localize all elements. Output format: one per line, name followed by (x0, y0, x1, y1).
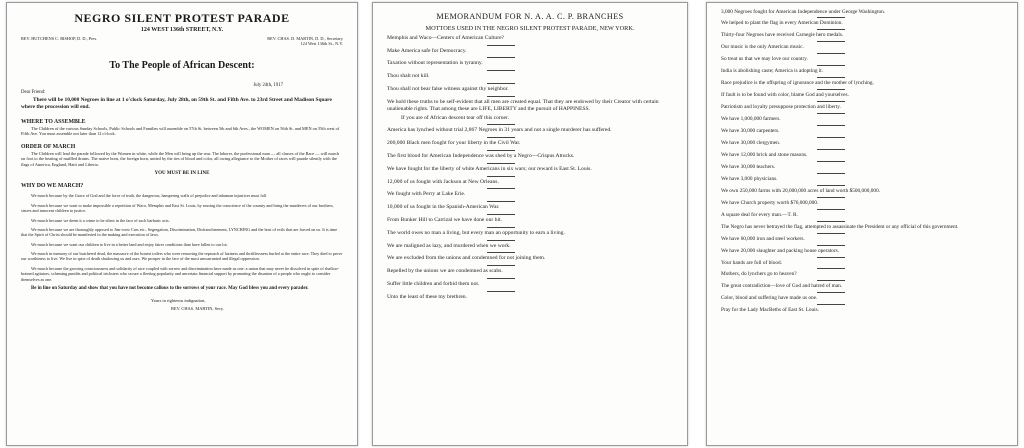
divider (817, 161, 845, 162)
divider (817, 149, 845, 150)
divider (817, 292, 845, 293)
motto: From Bunker Hill to Carrizal we have done our bit. (387, 217, 502, 224)
memorandum-page (372, 2, 688, 446)
secretary-address: 124 West 136th St., N.Y. (300, 41, 343, 46)
letter-heading: To The People of African Descent: (109, 60, 255, 71)
divider (487, 124, 515, 125)
motto: Pray for the Lady MacBeths of East St. Louis. (721, 307, 819, 314)
divider (487, 291, 515, 292)
lead-paragraph: There will be 10,000 Negroes in line at 1 o'clock Saturday, July 28th, on 59th St. and Fifth Ave. to 23rd Street and Madison Square where the procession will end. (21, 97, 332, 111)
divider (487, 57, 515, 58)
motto: We have 30,000 carpenters. (721, 128, 780, 135)
section-heading-order: ORDER OF MARCH (21, 143, 76, 150)
why-paragraph: We march because we want our children to live in a better land and enjoy fairer conditions than have fallen to our lot. (31, 241, 228, 247)
motto: We are maligned as lazy, and murdered when we work. (387, 242, 511, 249)
motto: We have Church property worth $76,000,000. (721, 199, 819, 206)
divider (487, 163, 515, 164)
divider (487, 265, 515, 266)
divider (487, 252, 515, 253)
divider (487, 176, 515, 177)
memo-subtitle: MOTTOES USED IN THE NEGRO SILENT PROTEST PARADE, NEW YORK. (425, 25, 635, 32)
section-heading-why: WHY DO WE MARCH? (21, 183, 84, 190)
motto: The great contradiction—love of God and hatred of man. (721, 283, 843, 290)
why-paragraph: We march because we want to make impossible a repetition of Waco, Memphis and East St. Louis, by rousing the conscience of the country and bring the murderers of our brothers, sisters and innocent children to justice. (21, 202, 334, 214)
motto: Taxation without representation is tyranny. (387, 60, 483, 67)
motto: The Negro has never betrayed the flag, attempted to assassinate the President or any official of this government. (721, 223, 959, 230)
divider (817, 89, 845, 90)
motto: Unto the least of these my brethren. (387, 293, 467, 300)
secretary-name: REV. CHAS. D. MARTIN, D. D., Secretary (267, 36, 343, 41)
motto: 3,000 Negroes fought for American Independence under George Washington. (721, 8, 886, 15)
divider (487, 278, 515, 279)
motto: Patriotism and loyalty presuppose protection and liberty. (721, 104, 841, 111)
divider (817, 209, 845, 210)
divider (487, 137, 515, 138)
motto: The world owes no man a living, but every man an opportunity to earn a living. (387, 229, 565, 236)
letterhead-title: NEGRO SILENT PROTEST PARADE (74, 11, 290, 25)
divider (817, 41, 845, 42)
salutation: Dear Friend: (21, 90, 46, 95)
parade-letter-page (6, 2, 358, 446)
motto: We have 1,000,000 farmers. (721, 116, 781, 123)
why-paragraph: We march in memory of our butchered dead, the massacre of the honest toilers who were removing the reproach of laziness and thriftlessness hurled at the entire race. They died to prove our worthiness to live. We live in spite of death shadowing us and ours. We prosper in the face of the most unwarranted and illegal oppression. (21, 251, 343, 262)
motto: We have 60,000 iron and steel workers. (721, 235, 805, 242)
motto: We have 12,000 brick and stone masons. (721, 151, 808, 158)
motto: We own 250,000 farms with 20,000,000 acres of land worth $500,000,000. (721, 187, 881, 194)
officers-row (21, 36, 343, 46)
closing-paragraph: Be in line on Saturday and show that you have not become callous to the sorrows of your race. May God bless you and every parader. (31, 285, 309, 291)
motto: 12,000 of us fought with Jackson at New Orleans. (387, 178, 499, 185)
motto: America has lynched without trial 2,867 Negroes in 31 years and not a single murderer has suffered. (387, 127, 612, 134)
closing-line: Yours in righteous indignation, (151, 298, 206, 304)
motto: Thou shalt not kill. (387, 73, 430, 80)
why-paragraph: We march because we are thoroughly opposed to Jim-crow Cars etc., Segregation, Discrimination, Disfranchisement, LYNCHING and the host of evils that are forced on us. It is time that the Spirit of Christ should be manifested in the making and execution of laws. (21, 226, 338, 238)
motto: So treat us that we may love our country. (721, 56, 808, 63)
divider (487, 214, 515, 215)
motto: Thirty-four Negroes have received Carnegie hero medals. (721, 32, 844, 39)
motto: 10,000 of us fought in the Spanish-American War. (387, 204, 500, 211)
must-be-in-line: YOU MUST BE IN LINE (154, 171, 210, 177)
order-paragraph: The Children will lead the parade followed by the Women in white, while the Men will bring up the rear. The laborer, the professional man — all classes of the Race — will march on foot to the beating of muffled drums. The native born, the foreign born, united by the ties of blood and color, all owing allegiance to the Mother of races will parade silently with the flags of America, England, Haiti and Liberia. (21, 150, 340, 167)
divider (487, 188, 515, 189)
motto: Race prejudice is the offspring of ignorance and the mother of lynching. (721, 80, 874, 87)
divider (817, 245, 845, 246)
divider (817, 29, 845, 30)
divider (817, 304, 845, 305)
motto: Memphis and Waco—Centers of American Culture? (387, 34, 505, 41)
divider (817, 137, 845, 138)
motto: If fault is to be found with color, blame God and yourselves. (721, 92, 849, 99)
assemble-paragraph: The Children of the various Sunday Schools, Public Schools and Families will assemble on 57th St. between 5th and 6th Aves., the WOMEN on 56th St. and MEN on 55th west of Fifth Ave. You must assemble not later than 12 o'clock. (21, 125, 340, 137)
motto: Our music is the only American music. (721, 44, 804, 51)
divider (817, 185, 845, 186)
motto: Mothers, do lynchers go to heaven? (721, 271, 797, 278)
motto: We have 30,000 clergymen. (721, 139, 781, 146)
divider (817, 65, 845, 66)
motto: We have fought for the liberty of white Americans in six wars; our reward is East St. Louis. (387, 165, 592, 172)
motto: We have 30,000 teachers. (721, 163, 776, 170)
letterhead-address: 124 WEST 136th STREET, N.Y. (140, 27, 224, 33)
divider (817, 233, 845, 234)
divider (817, 125, 845, 126)
memorandum-continued-page (706, 2, 1018, 446)
divider (817, 268, 845, 269)
motto: We are excluded from the unions and condemned for not joining them. (387, 255, 546, 262)
divider (817, 77, 845, 78)
divider (817, 197, 845, 198)
motto: We hold these truths to be self-evident that all men are created equal. That they are endowed by their Creator with certain unalienable rights. That among these are LIFE, LIBERTY and the pursuit of HAPPINESS. (387, 98, 659, 112)
divider (817, 53, 845, 54)
divider (487, 83, 515, 84)
tear-off-note: If you are of African descent tear off this corner. (401, 114, 509, 121)
divider (817, 113, 845, 114)
divider (487, 96, 515, 97)
divider (487, 227, 515, 228)
why-paragraph: We march because we deem it a crime to be silent in the face of such barbaric acts. (31, 217, 170, 223)
secretary-block (267, 36, 343, 46)
divider (487, 150, 515, 151)
president-name: REV. HUTCHENS C. BISHOP, D. D., Pres. (21, 36, 98, 41)
divider (817, 101, 845, 102)
divider (487, 45, 515, 46)
divider (817, 17, 845, 18)
motto: India is abolishing caste; America is adopting it. (721, 68, 824, 75)
motto: We have 20,000 slaughter and packing house operators. (721, 247, 839, 254)
motto: 200,000 Black men fought for your liberty in the Civil War. (387, 140, 521, 147)
motto: We fought with Perry at Lake Erie. (387, 191, 466, 198)
divider (817, 257, 845, 258)
divider (487, 201, 515, 202)
divider (487, 70, 515, 71)
memo-title: MEMORANDUM FOR N. A. A. C. P. BRANCHES (436, 12, 624, 21)
letter-date: July 24th, 1917 (253, 83, 283, 88)
signature: REV. CHAS. MARTIN, Secy. (171, 306, 224, 312)
divider (817, 280, 845, 281)
motto: We helped to plant the flag in every American Dominion. (721, 20, 843, 27)
divider (817, 221, 845, 222)
motto: Color, blood and suffering have made us one. (721, 295, 818, 302)
motto: Repelled by the unions we are condemned as scabs. (387, 268, 503, 275)
motto: Suffer little children and forbid them not. (387, 281, 480, 288)
motto: Make America safe for Democracy. (387, 47, 467, 54)
why-paragraph: We march because the growing consciousness and solidarity of race coupled with sorrow and discrimination have made us one: a union that may never be dissolved in spite of shallow-brained agitators, scheming pundits and political tricksters who secure a fleeting popularity and uncertain financial support by promoting the disunion of a people who ought to consider themselves as one. (21, 265, 340, 282)
motto: The first blood for American Independence was shed by a Negro—Crispus Attucks. (387, 152, 575, 159)
motto: Thou shall not bear false witness against thy neighbor. (387, 86, 509, 93)
section-heading-assemble: WHERE TO ASSEMBLE (21, 118, 86, 125)
motto: We have 3,000 physicians. (721, 175, 778, 182)
why-paragraph: We march because by the Grace of God and the force of truth, the dangerous, hampering walls of prejudice and inhuman injustices must fall. (31, 193, 267, 199)
divider (817, 173, 845, 174)
divider (487, 240, 515, 241)
motto: A square deal for every man.—T. R. (721, 211, 798, 218)
motto: Your hands are full of blood. (721, 259, 782, 266)
